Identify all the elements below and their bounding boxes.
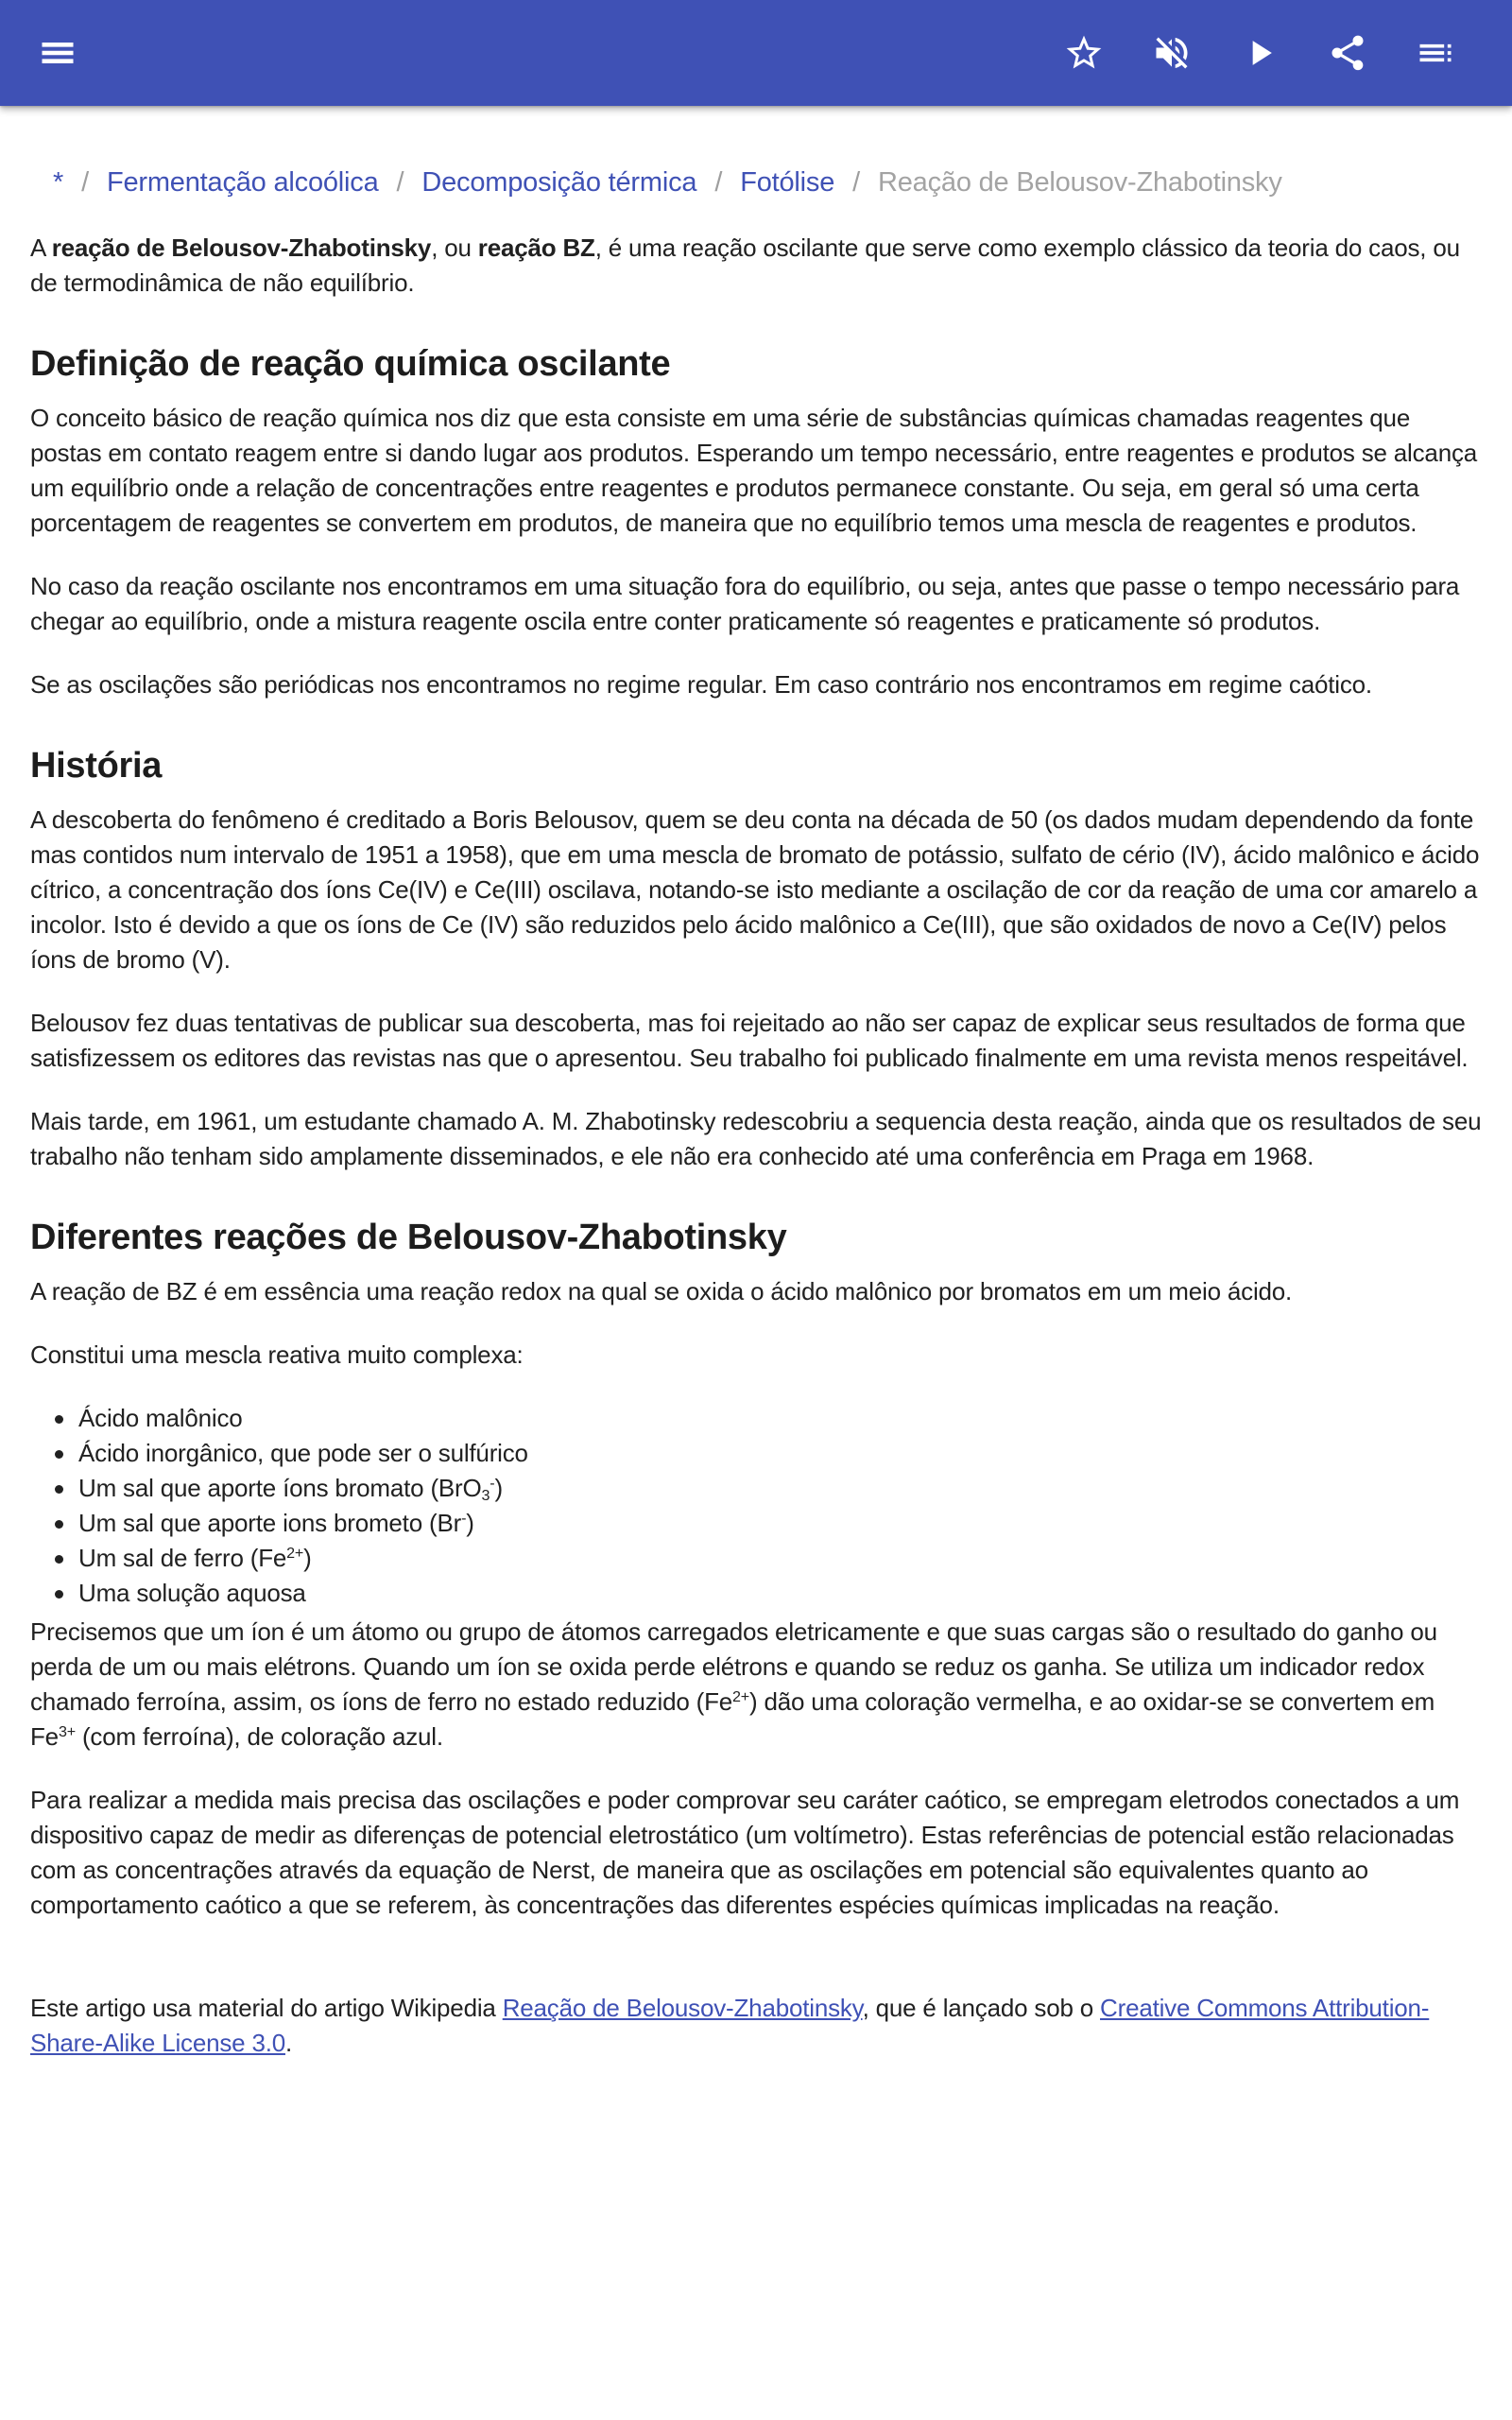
reagent-list — [30, 1401, 1482, 1611]
text-run: , que é lançado sob o — [862, 1994, 1101, 2022]
star-outline-icon — [1063, 32, 1105, 74]
breadcrumb-separator: / — [81, 167, 89, 198]
list-item — [53, 1401, 1482, 1436]
volume-off-icon — [1151, 32, 1193, 74]
paragraph — [30, 1338, 1482, 1373]
breadcrumb-separator: / — [714, 167, 723, 198]
text-run: Se as oscilações são periódicas nos encontramos no regime regular. Em caso contrário nos encontramos em regime caótico. — [30, 670, 1372, 699]
paragraph — [30, 1274, 1482, 1309]
text-run: A descoberta do fenômeno é creditado a Boris Belousov, quem se deu conta na década de 50 (os dados mudam dependendo da fonte mas contidos num intervalo de 1951 a 1958), que em uma mescla de bromato de potássio, sulfato de cério (IV), ácido malônico e ácido cítrico, a concentração dos íons Ce(IV) e Ce(III) oscilava, notando-se isto mediante a oscilação de cor da reação de uma cor amarelo a incolor. Isto é devido a que os íons de Ce (IV) são reduzidos pelo ácido malônico a Ce(III), que são oxidados de novo a Ce(IV) pelos íons de bromo (V). — [30, 805, 1480, 974]
superscript: 2+ — [286, 1545, 304, 1563]
text-run: ) dão uma coloração vermelha, e ao oxidar-se se convertem em Fe — [30, 1687, 1435, 1751]
breadcrumb-link[interactable]: Fermentação alcoólica — [106, 167, 379, 198]
toc-icon — [1415, 32, 1456, 74]
text-run: Um sal de ferro (Fe — [78, 1544, 287, 1572]
text-run: A reação de BZ é em essência uma reação redox na qual se oxida o ácido malônico por bromatos em um meio ácido. — [30, 1277, 1293, 1305]
text-run: Este artigo usa material do artigo Wikipedia — [30, 1994, 503, 2022]
paragraph — [30, 231, 1482, 301]
text-run: . — [285, 2029, 293, 2057]
paragraph — [30, 569, 1482, 639]
inline-link[interactable]: Reação de Belousov-Zhabotinsky — [502, 1994, 863, 2022]
section-heading: Diferentes reações de Belousov-Zhabotinsky — [30, 1218, 787, 1257]
paragraph — [30, 401, 1482, 541]
subscript: 3 — [481, 1487, 490, 1505]
text-run: , é uma reação oscilante que serve como exemplo clássico da teoria do caos, ou de termodinâmica de não equilíbrio. — [30, 233, 1460, 297]
share-icon — [1327, 32, 1368, 74]
section-heading: História — [30, 746, 163, 786]
breadcrumb-separator: / — [852, 167, 860, 198]
mute-button[interactable] — [1150, 31, 1194, 75]
text-run: ) — [303, 1544, 312, 1572]
paragraph — [30, 667, 1482, 702]
inline-link[interactable]: Creative Commons Attribution-Share-Alike License 3.0 — [30, 1994, 1430, 2057]
list-item — [53, 1576, 1482, 1611]
breadcrumb — [0, 106, 1512, 223]
paragraph — [30, 1783, 1482, 1923]
license-note — [30, 1991, 1482, 2061]
section-heading: Definição de reação química oscilante — [30, 344, 671, 384]
breadcrumb-link[interactable]: Fotólise — [740, 167, 835, 198]
text-run: Um sal que aporte ions brometo (Br — [78, 1509, 462, 1537]
text-run: ) — [466, 1509, 474, 1537]
breadcrumb-link[interactable]: Decomposição térmica — [421, 167, 697, 198]
favorite-button[interactable] — [1062, 31, 1106, 75]
superscript: - — [490, 1475, 495, 1493]
menu-icon — [37, 32, 78, 74]
appbar-actions — [1062, 31, 1457, 75]
list-item — [53, 1541, 1482, 1576]
list-item — [53, 1436, 1482, 1471]
paragraph — [30, 1006, 1482, 1076]
paragraph — [30, 803, 1482, 977]
text-run: Ácido inorgânico, que pode ser o sulfúrico — [78, 1439, 528, 1467]
bold-text: reação de Belousov-Zhabotinsky — [51, 233, 432, 262]
breadcrumb-current: Reação de Belousov-Zhabotinsky — [878, 167, 1282, 198]
text-run: O conceito básico de reação química nos diz que esta consiste em uma série de substâncias químicas chamadas reagentes que postas em contato reagem entre si dando lugar aos produtos. Esperando um tempo necessário, entre reagentes e produtos se alcança um equilíbrio onde a relação de concentrações entre reagentes e produtos permanece constante. Ou seja, em geral só uma certa porcentagem de reagentes se convertem em produtos, de maneira que no equilíbrio temos uma mescla de reagentes e produtos. — [30, 404, 1478, 537]
text-run: Um sal que aporte íons bromato (BrO — [78, 1474, 482, 1502]
menu-button[interactable] — [36, 31, 79, 75]
paragraph — [30, 1615, 1482, 1754]
article — [0, 223, 1512, 2061]
list-item — [53, 1471, 1482, 1506]
play-button[interactable] — [1238, 31, 1281, 75]
text-run: Mais tarde, em 1961, um estudante chamado A. M. Zhabotinsky redescobriu a sequencia desta reação, ainda que os resultados de seu trabalho não tenham sido amplamente disseminados, e ele não era conhecido até uma conferência em Praga em 1968. — [30, 1107, 1482, 1170]
list-item — [53, 1506, 1482, 1541]
breadcrumb-separator: / — [396, 167, 404, 198]
text-run: Para realizar a medida mais precisa das oscilações e poder comprovar seu caráter caótico, se empregam eletrodos conectados a um dispositivo capaz de medir as diferenças de potencial eletrostático (um voltímetro). Estas referências de potencial estão relacionadas com as concentrações através da equação de Nerst, de maneira que as oscilações em potencial são equivalentes quanto ao comportamento caótico a que se referem, às concentrações das diferentes espécies químicas implicadas na reação. — [30, 1786, 1460, 1919]
breadcrumb-link[interactable]: * — [53, 167, 64, 198]
text-run: Precisemos que um íon é um átomo ou grupo de átomos carregados eletricamente e que suas cargas são o resultado do ganho ou perda de um ou mais elétrons. Quando um íon se oxida perde elétrons e quando se reduz os ganha. Se utiliza um indicador redox chamado ferroína, assim, os íons de ferro no estado reduzido (Fe — [30, 1617, 1437, 1716]
text-run: Constitui uma mescla reativa muito complexa: — [30, 1340, 524, 1369]
text-run: No caso da reação oscilante nos encontramos em uma situação fora do equilíbrio, ou seja, antes que passe o tempo necessário para chegar ao equilíbrio, onde a mistura reagente oscila entre conter praticamente só reagentes e praticamente só produtos. — [30, 572, 1460, 635]
text-run: A — [30, 233, 52, 262]
text-run: ) — [494, 1474, 503, 1502]
play-icon — [1239, 32, 1280, 74]
superscript: 2+ — [732, 1688, 750, 1706]
text-run: Ácido malônico — [78, 1404, 243, 1432]
text-run: Belousov fez duas tentativas de publicar sua descoberta, mas foi rejeitado ao não ser capaz de explicar seus resultados de forma que satisfizessem os editores das revistas nas que o apresentou. Seu trabalho foi publicado finalmente em uma revista menos respeitável. — [30, 1009, 1469, 1072]
paragraph — [30, 1104, 1482, 1174]
text-run: (com ferroína), de coloração azul. — [75, 1722, 443, 1751]
app-bar — [0, 0, 1512, 106]
share-button[interactable] — [1326, 31, 1369, 75]
contents-button[interactable] — [1414, 31, 1457, 75]
bold-text: reação BZ — [477, 233, 595, 262]
text-run: , ou — [431, 233, 478, 262]
superscript: 3+ — [58, 1723, 76, 1741]
text-run: Uma solução aquosa — [78, 1579, 306, 1607]
superscript: - — [461, 1510, 467, 1528]
